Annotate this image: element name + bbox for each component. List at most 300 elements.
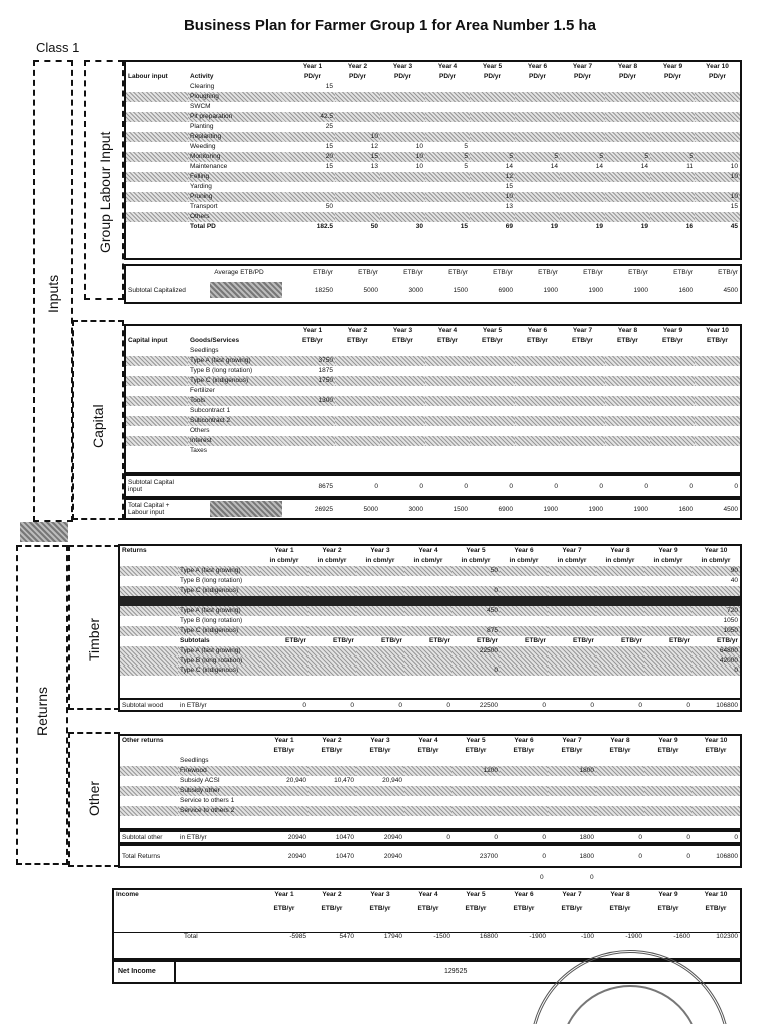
avg-etb-input[interactable] [210,282,282,298]
labour-value-cell [695,122,740,132]
other-subtotal-label: Subtotal other [122,833,163,841]
labour-value-cell [605,122,650,132]
capital-value-cell [290,406,335,416]
labour-value-cell: 10 [730,162,738,170]
capital-value-cell [335,356,380,366]
capital-value-cell [335,406,380,416]
labour-value-cell: 42.5 [290,112,335,122]
capital-total-value: 5000 [363,505,378,513]
labour-activity-cell: Total PD [190,222,216,230]
income-year-header: Year 3 [370,890,390,898]
capital-value-cell [560,406,605,416]
labour-activity-cell: Yarding [190,182,212,190]
labour-value-cell [380,172,425,182]
capital-value-cell [425,436,470,446]
income-year-header: Year 1 [274,890,294,898]
capital-row [126,426,740,436]
labour-spacer-cell [126,82,188,92]
other-value-cell: 10,470 [334,776,354,784]
labour-value-cell [650,182,695,192]
timber-value-cell [548,626,596,636]
labour-value-cell [515,172,560,182]
labour-value-cell: 19 [550,222,558,230]
income-year-header: Year 8 [610,890,630,898]
labour-value-cell [605,172,650,182]
income-unit-header: ETB/yr [369,904,391,912]
capital-value-cell [560,346,605,356]
timber-etb-value [644,646,692,656]
timber-etb-value: 64800 [692,646,740,656]
capital-spacer-cell [126,346,188,356]
capital-subtotal-value: 0 [734,482,738,490]
timber-row [120,596,740,606]
timber-etb-value [308,646,356,656]
capital-value-cell [425,386,470,396]
timber-value-cell [356,586,404,596]
group-labour-label: Group Labour Input [97,131,113,253]
capital-value-cell [425,406,470,416]
labour-table-box [124,60,742,260]
labour-value-cell [605,212,650,222]
timber-row [120,616,740,626]
labour-activity-cell: Pruning [188,192,290,202]
labour-value-cell [560,132,605,142]
timber-row [120,566,740,576]
income-total-value: -5985 [289,933,306,940]
labour-value-cell [695,212,740,222]
labour-value-cell [425,202,470,212]
income-year-header: Year 5 [466,890,486,898]
timber-etb-value: 22500 [452,646,500,656]
labour-activity-cell: Planting [190,122,214,130]
labour-activity-cell: Felling [188,172,290,182]
timber-subtotal-label: Subtotal wood [122,701,164,709]
other-value-cell [692,766,740,776]
capital-value-cell [425,376,470,386]
other-value-cell [308,766,356,776]
capital-value-cell [695,416,740,426]
capital-table [126,326,740,456]
timber-value-cell [596,586,644,596]
capital-value-cell: 3750 [290,356,335,366]
timber-value-cell [356,596,404,606]
other-subtotal-value: 0 [446,833,450,841]
timber-etb-value [452,656,500,666]
labour-value-cell [695,152,740,162]
capital-value-cell [425,426,470,436]
labour-value-cell [470,92,515,102]
capital-value-cell [470,446,515,456]
returns-label: Returns [34,686,50,736]
labour-value-cell [290,92,335,102]
capital-col-b: Goods/Services [190,336,240,344]
inputs-label: Inputs [45,274,61,313]
labour-row [126,122,740,132]
labour-row [126,202,740,212]
labour-value-cell: 45 [730,222,738,230]
income-unit-header: ETB/yr [657,904,679,912]
labour-value-cell [515,192,560,202]
timber-unit-header: in cbm/yr [701,556,731,564]
timber-value-cell [260,576,308,586]
other-item-cell: Service to others 2 [178,806,260,816]
extra-zero-2: 0 [590,874,594,881]
labour-value-cell [425,212,470,222]
other-year-header: Year 3 [370,736,390,744]
timber-value-cell: 450 [452,606,500,616]
timber-subtotal-value: 106800 [716,701,738,709]
labour-value-cell [650,132,695,142]
total-returns-value: 23700 [479,852,498,860]
capital-value-cell [380,386,425,396]
timber-etb-item: Type C (indigenous) [178,666,260,676]
capital-value-cell [605,436,650,446]
other-value-cell [644,806,692,816]
timber-value-cell [260,566,308,576]
labour-unit-header: PD/yr [529,72,546,80]
capital-value-cell [335,446,380,456]
capital-value-cell [380,446,425,456]
timber-etb-unit: ETB/yr [525,636,546,644]
capital-value-cell [695,396,740,406]
labour-year-header: Year 8 [617,62,638,70]
other-value-cell [500,776,548,786]
other-spacer-cell [120,776,178,786]
other-value-cell [596,766,644,776]
other-label: Other [86,780,102,816]
labour-spacer-cell [126,212,188,222]
other-value-cell [452,806,500,816]
capital-total-value: 1500 [453,505,468,513]
other-value-cell [548,756,596,766]
labour-value-cell [380,212,425,222]
income-table [114,890,740,942]
timber-value-cell [356,566,404,576]
labour-value-cell: 5 [470,152,515,162]
other-value-cell [692,776,740,786]
section-divider-block [20,522,68,542]
capital-subtotal-value: 0 [689,482,693,490]
labour-spacer-cell [126,122,188,132]
timber-subtotal-value: 0 [350,701,354,709]
capital-value-cell [650,346,695,356]
capital-item-cell: Taxes [190,446,207,454]
capital-value-cell [290,386,335,396]
timber-year-header: Year 10 [704,546,728,554]
labour-value-cell [380,132,425,142]
timber-item-cell [178,596,260,606]
capital-value-cell [515,426,560,436]
capital-unit-header: ETB/yr [347,336,368,344]
capital-value-cell [605,376,650,386]
labour-row [126,102,740,112]
timber-etb-row [120,656,740,666]
timber-etb-spacer [120,666,178,676]
labour-value-cell [515,132,560,142]
capital-spacer-cell [126,376,188,386]
other-subtotal-box [118,830,742,844]
timber-etb-spacer [120,656,178,666]
labour-value-cell: 11 [686,162,693,170]
labour-value-cell [605,192,650,202]
timber-year-header: Year 6 [514,546,534,554]
capital-spacer-cell [126,406,188,416]
capital-unit-header: ETB/yr [662,336,683,344]
labour-value-cell [290,102,335,112]
capital-value-cell [650,406,695,416]
other-row [120,756,740,766]
capital-spacer-cell [126,386,188,396]
timber-value-cell: 40 [730,576,738,584]
labour-value-cell: 10 [470,192,515,202]
capital-value-cell [335,436,380,446]
capital-value-cell [290,416,335,426]
timber-value-cell: 50 [452,566,500,576]
labour-value-cell [560,122,605,132]
timber-unit-header: in cbm/yr [269,556,299,564]
other-row [120,776,740,786]
timber-subtotal-unit: in ETB/yr [180,701,207,709]
labour-activity-cell: Others [188,212,290,222]
labour-spacer-cell [126,192,188,202]
other-value-cell [692,796,740,806]
timber-value-cell [260,626,308,636]
labour-value-cell: 13 [505,202,513,210]
labour-unit-header: PD/yr [484,72,501,80]
labour-row [126,182,740,192]
capital-unit-header: ETB/yr [437,336,458,344]
labour-subtotal-value: 1900 [588,286,603,294]
capital-unit-header: ETB/yr [527,336,548,344]
total-returns-value: 10470 [335,852,354,860]
capital-value-cell [605,386,650,396]
timber-value-cell [548,596,596,606]
capital-year-header: Year 4 [437,326,458,334]
labour-value-cell: 182.5 [316,222,333,230]
labour-value-cell: 10 [415,142,423,150]
timber-value-cell: 90 [692,566,740,576]
labour-value-cell [335,112,380,122]
timber-etb-value [356,646,404,656]
capital-subtotal-value: 0 [509,482,513,490]
other-value-cell [500,786,548,796]
timber-value-cell [260,606,308,616]
capital-value-cell [650,436,695,446]
capital-value-cell [695,366,740,376]
timber-value-cell [596,616,644,626]
capital-value-cell [335,386,380,396]
total-returns-value: 1800 [579,852,594,860]
labour-activity-cell: Replanting [188,132,290,142]
other-spacer-cell [120,786,178,796]
other-year-header: Year 9 [658,736,678,744]
other-value-cell [452,796,500,806]
timber-subtotals-label: Subtotals [180,636,210,644]
timber-etb-value [404,656,452,666]
timber-value-cell [596,566,644,576]
other-subtotal-value: 0 [494,833,498,841]
net-income-label: Net Income [118,968,156,975]
capital-value-cell [650,376,695,386]
labour-value-cell: 16 [685,222,693,230]
timber-value-cell [404,626,452,636]
labour-value-cell: 5 [515,152,560,162]
timber-label: Timber [86,617,102,661]
capital-value-cell [695,406,740,416]
timber-year-header: Year 1 [274,546,294,554]
capital-spacer-cell [126,356,188,366]
timber-value-cell [452,616,500,626]
other-row [120,786,740,796]
capital-unit-header: ETB/yr [302,336,323,344]
labour-subtotal-value: 18250 [314,286,333,294]
timber-value-cell [308,566,356,576]
capital-value-cell [290,436,335,446]
labour-row [126,222,740,232]
other-value-cell [596,796,644,806]
labour-row [126,132,740,142]
labour-value-cell: 5 [650,152,695,162]
timber-etb-unit: ETB/yr [477,636,498,644]
capital-value-cell [650,386,695,396]
other-spacer-cell [120,766,178,776]
capital-spacer-cell [126,366,188,376]
timber-row [120,626,740,636]
labour-value-cell [470,102,515,112]
capital-col-a: Capital input [128,336,168,344]
timber-value-cell: 720 [692,606,740,616]
labour-value-cell: 15 [325,162,333,170]
capital-value-cell [335,396,380,406]
timber-value-cell [644,606,692,616]
labour-value-cell [425,132,470,142]
other-value-cell [260,796,308,806]
labour-value-cell [560,172,605,182]
labour-spacer-cell [126,102,188,112]
timber-value-cell [260,596,308,606]
timber-etb-value [596,666,644,676]
labour-value-cell [425,172,470,182]
other-item-cell: Service to others 1 [180,796,235,804]
other-value-cell [452,756,500,766]
capital-value-cell [470,396,515,406]
timber-spacer-cell [120,566,178,576]
other-spacer-cell [120,756,178,766]
labour-year-header: Year 3 [392,62,413,70]
timber-item-cell: Type A (fast growing) [178,566,260,576]
capital-value-cell [425,446,470,456]
timber-value-cell [596,606,644,616]
timber-etb-value: 0 [692,666,740,676]
labour-value-cell [470,112,515,122]
capital-value-cell: 1875 [318,366,333,374]
capital-value-cell [650,396,695,406]
capital-subtotal-value: 0 [419,482,423,490]
capital-spacer-cell [126,436,188,446]
labour-year-header: Year 2 [347,62,368,70]
other-year-header: Year 10 [704,736,728,744]
labour-value-cell [335,192,380,202]
capital-value-cell [560,436,605,446]
capital-year-header: Year 10 [706,326,729,334]
timber-value-cell [548,586,596,596]
other-value-cell [260,756,308,766]
timber-etb-value [356,656,404,666]
other-table [120,736,740,816]
capital-row [126,346,740,356]
timber-value-cell [644,626,692,636]
timber-etb-unit: ETB/yr [621,636,642,644]
timber-table-box [118,544,742,710]
other-year-header: Year 5 [466,736,486,744]
timber-value-cell [404,566,452,576]
labour-value-cell: 10 [695,172,740,182]
other-value-cell: 1800 [548,766,596,776]
timber-etb-value [404,666,452,676]
labour-activity-cell: Ploughing [188,92,290,102]
capital-row [126,366,740,376]
capital-value-cell [650,356,695,366]
other-value-cell [692,756,740,766]
capital-subtotal-value: 0 [599,482,603,490]
timber-year-header: Year 9 [658,546,678,554]
timber-etb-unit: ETB/yr [285,636,306,644]
labour-value-cell [605,82,650,92]
labour-value-cell: 15 [335,152,380,162]
timber-etb-unit: ETB/yr [573,636,594,644]
total-returns-value: 20940 [383,852,402,860]
labour-subtotal-box [124,264,742,304]
other-item-cell: Subsidy ACSI [180,776,220,784]
timber-value-cell [356,606,404,616]
capital-year-header: Year 9 [662,326,683,334]
total-returns-value [404,846,452,866]
capital-value-cell [335,346,380,356]
capital-value-cell [605,426,650,436]
capital-total-value: 26925 [314,505,333,513]
capital-value-cell [605,396,650,406]
timber-etb-value: 42000 [692,656,740,666]
capital-value-cell [560,386,605,396]
capital-value-cell [695,356,740,366]
capital-value-cell: 1300 [290,396,335,406]
timber-year-header: Year 8 [610,546,630,554]
capital-year-header: Year 5 [482,326,503,334]
labour-value-cell: 5 [425,152,470,162]
timber-etb-unit: ETB/yr [717,636,738,644]
capital-value-cell [515,396,560,406]
timber-etb-value [500,646,548,656]
labour-value-cell: 5 [464,162,468,170]
capital-value-cell [695,426,740,436]
timber-etb-value [404,646,452,656]
capital-value-cell [695,446,740,456]
timber-etb-value [644,666,692,676]
timber-table [120,546,740,676]
labour-value-cell [695,82,740,92]
labour-value-cell [380,82,425,92]
capital-item-cell: Subcontract 2 [188,416,290,426]
other-value-cell [356,756,404,766]
labour-value-cell [380,102,425,112]
labour-spacer-cell [126,182,188,192]
timber-value-cell [404,596,452,606]
labour-value-cell [515,202,560,212]
other-unit-header: ETB/yr [561,746,583,754]
labour-subtotal-unit: ETB/yr [673,268,693,276]
timber-value-cell [644,596,692,606]
capital-value-cell [470,366,515,376]
